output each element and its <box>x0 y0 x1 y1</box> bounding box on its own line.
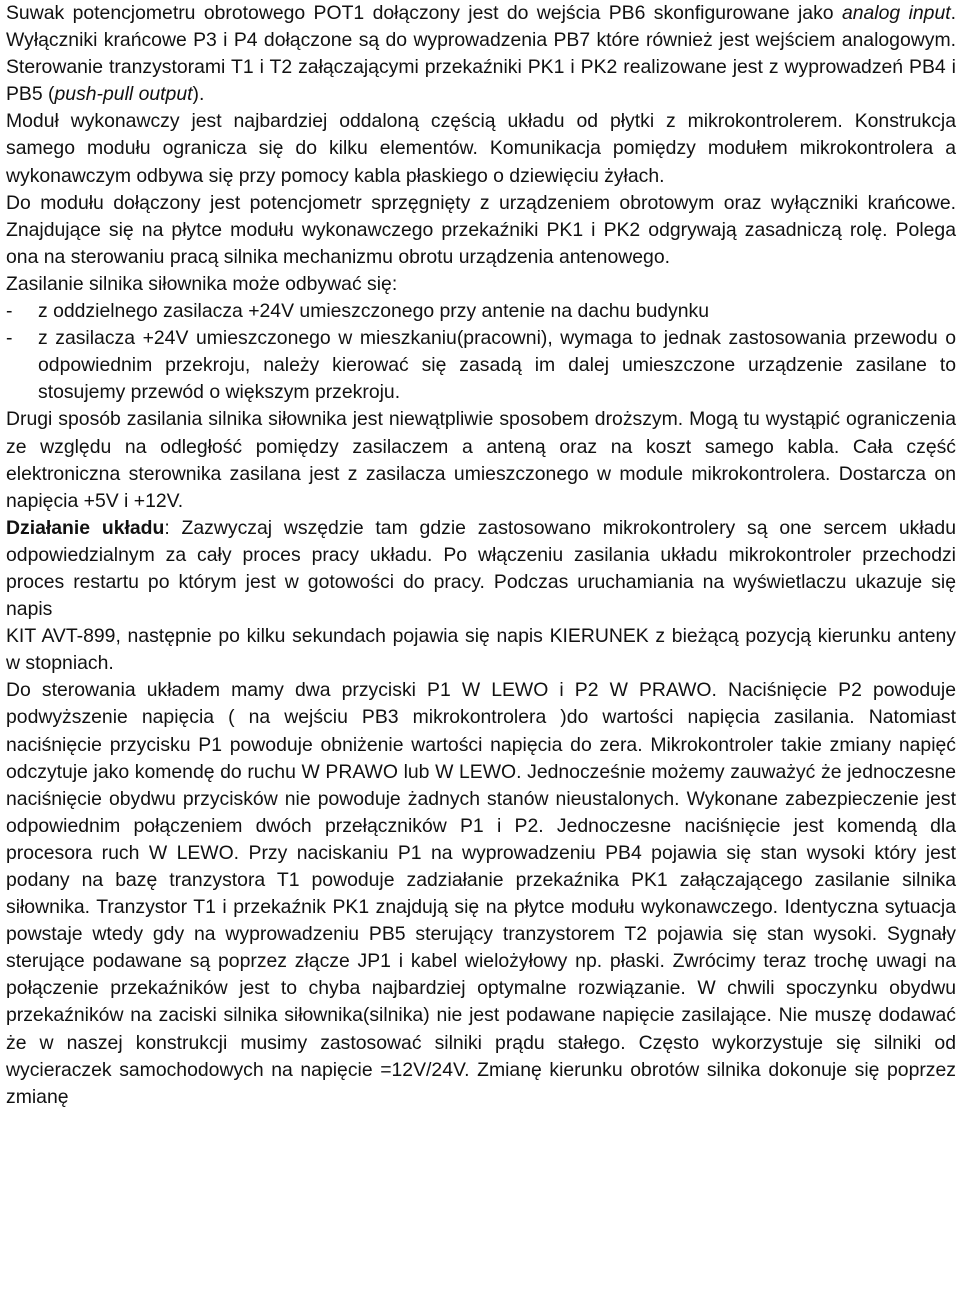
list-dash: - <box>6 327 13 350</box>
section-heading-operation: Działanie układu <box>6 516 165 539</box>
paragraph-operation <box>6 515 956 623</box>
paragraph-display-message: KIT AVT-899, następnie po kilku sekundach pojawia się napis KIERUNEK z bieżącą pozycją kierunku anteny w stopniach. <box>6 625 956 675</box>
list-item <box>6 298 956 325</box>
paragraph-buttons-control: Do sterowania układem mamy dwa przyciski P1 W LEWO i P2 W PRAWO. Naciśnięcie P2 powoduje podwyższenie napięcia ( na wejściu PB3 mikrokontrolera )do wartości napięcia zasilania. Natomiast naciśnięcie przycisku P1 powoduje obniżenie wartości napięcia do zera. Mikrokontroler takie zmiany napięć odczytuje jako komendę do ruchu W PRAWO lub W LEWO. Jednocześnie możemy zauważyć że jednoczesne naciśnięcie obydwu przycisków nie powoduje żadnych stanów nieustalonych. Wykonane zabezpieczenie jest odpowiednim połączeniem dwóch przełączników P1 i P2. Jednoczesne naciśnięcie jest komendą dla procesora ruch W LEWO. Przy naciskaniu P1 na wyprowadzeniu PB4 pojawia się stan wysoki który jest podany na bazę tranzystora T1 powoduje zadziałanie przekaźnika PK1 załączającego zasilanie silnika siłownika. Tranzystor T1 i przekaźnik PK1 znajdują się na płytce modułu wykonawczego. Identyczna sytuacja powstaje wtedy gdy na wyprowadzeniu PB5 sterujący tranzystorem T2 pojawia się stan wysoki. Sygnały sterujące podawane są poprzez złącze JP1 i kabel wielożyłowy np. płaski. Zwrócimy teraz trochę uwagi na połączenie przekaźników jest to chyba najbardziej optymalne rozwiązanie. W chwili spoczynku obydwu przekaźników na zaciski silnika siłownika(silnika) nie jest podawane napięcie zasilające. Nie muszę dodawać że w naszej konstrukcji musimy zastosować silniki prądu stałego. Często wykorzystuje się silniki od wycieraczek samochodowych na napięcie =12V/24V. Zmianę kierunku obrotów silnika dokonuje się poprzez zmianę <box>6 679 956 1108</box>
list-item-text: z zasilacza +24V umieszczonego w mieszkaniu(pracowni), wymaga to jednak zastosowania przewodu o odpowiednim przekroju, należy kierować się zasadą im dalej umieszczone urządzenie zasilane to stosujemy przewód o większym przekroju. <box>38 327 956 404</box>
text-run: Suwak potencjometru obrotowego POT1 dołączony jest do wejścia PB6 skonfigurowane jako <box>6 2 842 24</box>
paragraph-executive-module: Moduł wykonawczy jest najbardziej oddaloną częścią układu od płytki z mikrokontrolerem. Konstrukcja samego modułu ogranicza się do kilku elementów. Komunikacja pomiędzy modułem mikrokontrolera a wykonawczym odbywa się przy pomocy kabla płaskiego o dziewięciu żyłach. <box>6 110 956 187</box>
italic-term-push-pull-output: push-pull output <box>54 83 193 106</box>
italic-term-analog-input: analog input <box>841 2 951 24</box>
list-item-text: z oddzielnego zasilacza +24V umieszczonego przy antenie na dachu budynku <box>38 300 710 323</box>
paragraph-power-intro: Zasilanie silnika siłownika może odbywać się: <box>6 272 398 295</box>
paragraph-power-comparison: Drugi sposób zasilania silnika siłownika jest niewątpliwie sposobem droższym. Mogą tu wystąpić ograniczenia ze względu na odległość pomiędzy zasilaczem a anteną oraz na koszt samego kabla. Cała część elektroniczna sterownika zasilana jest z zasilacza umieszczonego w module mikrokontrolera. Dostarcza on napięcia +5V i +12V. <box>6 408 956 512</box>
list-dash: - <box>6 300 13 323</box>
list-item <box>6 325 956 406</box>
paragraph-potentiometer <box>6 0 956 108</box>
text-run: ). <box>192 83 205 106</box>
text-run: : Zazwyczaj wszędzie tam gdzie zastosowano mikrokontrolery są one sercem układu odpowiedzialnym za cały proces pracy układu. Po włączeniu zasilania układu mikrokontroler przechodzi proces restartu po którym jest w gotowości do pracy. Podczas uruchamiania na wyświetlaczu ukazuje się napis <box>6 516 957 621</box>
paragraph-module-components: Do modułu dołączony jest potencjometr sprzęgnięty z urządzeniem obrotowym oraz wyłączniki krańcowe. Znajdujące się na płytce modułu wykonawczego przekaźniki PK1 i PK2 odgrywają zasadniczą rolę. Polega ona na sterowaniu pracą silnika mechanizmu obrotu urządzenia antenowego. <box>6 191 956 268</box>
text-run: . Wyłączniki krańcowe P3 i P4 dołączone są do wyprowadzenia PB7 które również jest wejściem analogowym. Sterowanie tranzystorami T1 i T2 załączającymi przekaźniki PK1 i PK2 realizowane jest z wyprowadzeń PB4 i PB5 ( <box>6 2 957 106</box>
power-options-list <box>6 298 956 406</box>
